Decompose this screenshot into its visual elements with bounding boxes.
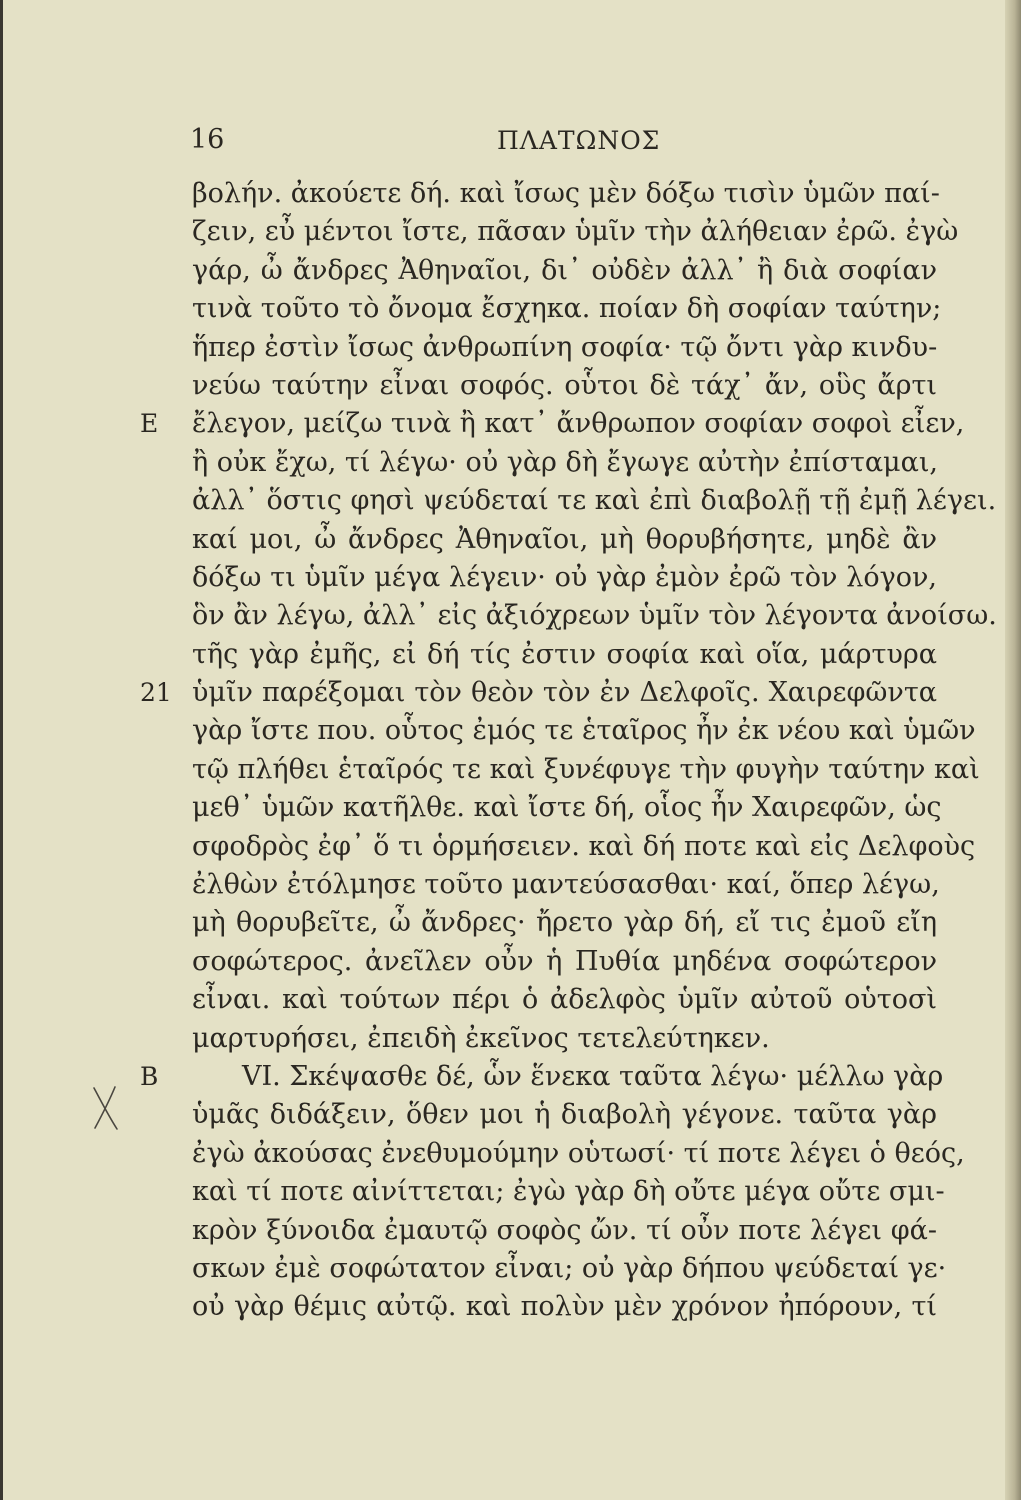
line-text: νεύω ταύτην εἶναι σοφός. οὗτοι δὲ τάχ᾽ ἄν, οὓς ἄρτι — [192, 369, 937, 401]
line-text: κρὸν ξύνοιδα ἐμαυτῷ σοφὸς ὤν. τί οὖν ποτε λέγει φά- — [192, 1214, 937, 1246]
line-text: δόξω τι ὑμῖν μέγα λέγειν· οὐ γὰρ ἐμὸν ἐρῶ τὸν λόγον, — [192, 561, 937, 593]
line-text: εἶναι. καὶ τούτων πέρι ὁ ἀδελφὸς ὑμῖν αὐτοῦ οὑτοσὶ — [192, 984, 937, 1016]
text-line — [192, 521, 937, 559]
line-text: μεθ᾽ ὑμῶν κατῆλθε. καὶ ἴστε δή, οἷος ἦν Χαιρεφῶν, ὡς — [192, 792, 942, 824]
line-text: μαρτυρήσει, ἐπειδὴ ἐκεῖνος τετελεύτηκεν. — [192, 1022, 770, 1054]
text-line — [192, 1288, 937, 1326]
body-text — [140, 175, 997, 1327]
text-line — [192, 712, 976, 750]
line-text: καί μοι, ὦ ἄνδρες Ἀθηναῖοι, μὴ θορυβήσητε, μηδὲ ἂν — [192, 523, 937, 555]
text-line — [192, 904, 937, 942]
line-text: σκων ἐμὲ σοφώτατον εἶναι; οὐ γὰρ δήπου ψεύδεταί γε· — [192, 1252, 947, 1284]
line-text: ἐγὼ ἀκούσας ἐνεθυμούμην οὑτωσί· τί ποτε λέγει ὁ θεός, — [192, 1137, 965, 1169]
text-line — [192, 751, 980, 789]
line-text: ὑμᾶς διδάξειν, ὅθεν μοι ἡ διαβολὴ γέγονε. ταῦτα γὰρ — [192, 1099, 937, 1131]
line-text: τῷ πλήθει ἑταῖρός τε καὶ ξυνέφυγε τὴν φυγὴν ταύτην καὶ — [192, 753, 980, 785]
text-line — [192, 636, 937, 674]
line-text: ἐλθὼν ἐτόλμησε τοῦτο μαντεύσασθαι· καί, ὅπερ λέγω, — [192, 869, 940, 901]
page-left-edge — [0, 0, 3, 1500]
text-line — [192, 981, 937, 1019]
line-text: καὶ τί ποτε αἰνίττεται; ἐγὼ γὰρ δὴ οὔτε μέγα οὔτε σμι- — [192, 1176, 945, 1208]
text-line — [192, 367, 937, 405]
text-line — [192, 482, 997, 520]
line-text: τινὰ τοῦτο τὸ ὄνομα ἔσχηκα. ποίαν δὴ σοφίαν ταύτην; — [192, 293, 942, 325]
text-line — [192, 213, 959, 251]
running-head — [0, 124, 1021, 164]
line-text: ὑμῖν παρέξομαι τὸν θεὸν τὸν ἐν Δελφοῖς. Χαιρεφῶντα — [192, 677, 937, 709]
margin-section-marker: B — [140, 1061, 159, 1091]
handwritten-margin-mark — [90, 1085, 120, 1131]
text-line — [192, 252, 937, 290]
text-line — [192, 597, 997, 635]
text-line — [192, 1173, 945, 1211]
margin-section-marker: E — [140, 409, 159, 439]
line-text: ζειν, εὖ μέντοι ἴστε, πᾶσαν ὑμῖν τὴν ἀλήθειαν ἐρῶ. ἐγὼ — [192, 216, 959, 248]
running-title: ΠΛΑΤΩΝΟΣ — [497, 126, 661, 155]
line-text: γὰρ ἴστε που. οὗτος ἐμός τε ἑταῖρος ἦν ἐκ νέου καὶ ὑμῶν — [192, 715, 976, 747]
line-text: μὴ θορυβεῖτε, ὦ ἄνδρες· ἤρετο γὰρ δή, εἴ τις ἐμοῦ εἴη — [192, 907, 937, 939]
text-line — [192, 444, 937, 482]
line-text: τῆς γὰρ ἐμῆς, εἰ δή τίς ἐστιν σοφία καὶ οἵα, μάρτυρα — [192, 638, 937, 670]
text-line — [140, 405, 965, 443]
line-text: ὃν ἂν λέγω, ἀλλ᾽ εἰς ἀξιόχρεων ὑμῖν τὸν λέγοντα ἀνοίσω. — [192, 600, 997, 632]
line-text: γάρ, ὦ ἄνδρες Ἀθηναῖοι, δι᾽ οὐδὲν ἀλλ᾽ ἢ διὰ σοφίαν — [192, 254, 937, 286]
text-line — [192, 1096, 937, 1134]
text-line — [140, 674, 937, 712]
text-line — [192, 290, 942, 328]
line-text: ἀλλ᾽ ὅστις φησὶ ψεύδεταί τε καὶ ἐπὶ διαβολῇ τῇ ἐμῇ λέγει. — [192, 485, 997, 517]
text-line — [192, 1212, 937, 1250]
line-text: σφοδρὸς ἐφ᾽ ὅ τι ὁρμήσειεν. καὶ δή ποτε καὶ εἰς Δελφοὺς — [192, 830, 976, 862]
text-line — [192, 1250, 947, 1288]
text-line — [192, 828, 976, 866]
line-text: ἥπερ ἐστὶν ἴσως ἀνθρωπίνη σοφία· τῷ ὄντι γὰρ κινδυ- — [192, 331, 938, 363]
text-line — [192, 866, 940, 904]
line-text: ἔλεγον, μείζω τινὰ ἢ κατ᾽ ἄνθρωπον σοφίαν σοφοὶ εἶεν, — [192, 408, 965, 440]
line-text: σοφώτερος. ἀνεῖλεν οὖν ἡ Πυθία μηδένα σοφώτερον — [192, 945, 937, 977]
line-text: ἢ οὐκ ἔχω, τί λέγω· οὐ γὰρ δὴ ἔγωγε αὐτὴν ἐπίσταμαι, — [192, 446, 939, 478]
text-line — [192, 1020, 937, 1058]
line-text: βολήν. ἀκούετε δή. καὶ ἴσως μὲν δόξω τισὶν ὑμῶν παί- — [192, 178, 940, 209]
page-number: 16 — [190, 124, 225, 155]
text-line — [192, 329, 937, 367]
line-text: VI. Σκέψασθε δέ, ὧν ἕνεκα ταῦτα λέγω· μέλλω γὰρ — [242, 1060, 944, 1092]
text-line — [140, 1058, 944, 1096]
text-line — [192, 175, 940, 213]
margin-section-marker: 21 — [140, 678, 172, 708]
text-line — [192, 789, 942, 827]
text-line — [192, 559, 937, 597]
text-line — [192, 1135, 965, 1173]
line-text: οὐ γὰρ θέμις αὐτῷ. καὶ πολὺν μὲν χρόνον ἠπόρουν, τί — [192, 1291, 937, 1323]
page-binding-edge — [1005, 0, 1021, 1500]
text-line — [192, 943, 937, 981]
